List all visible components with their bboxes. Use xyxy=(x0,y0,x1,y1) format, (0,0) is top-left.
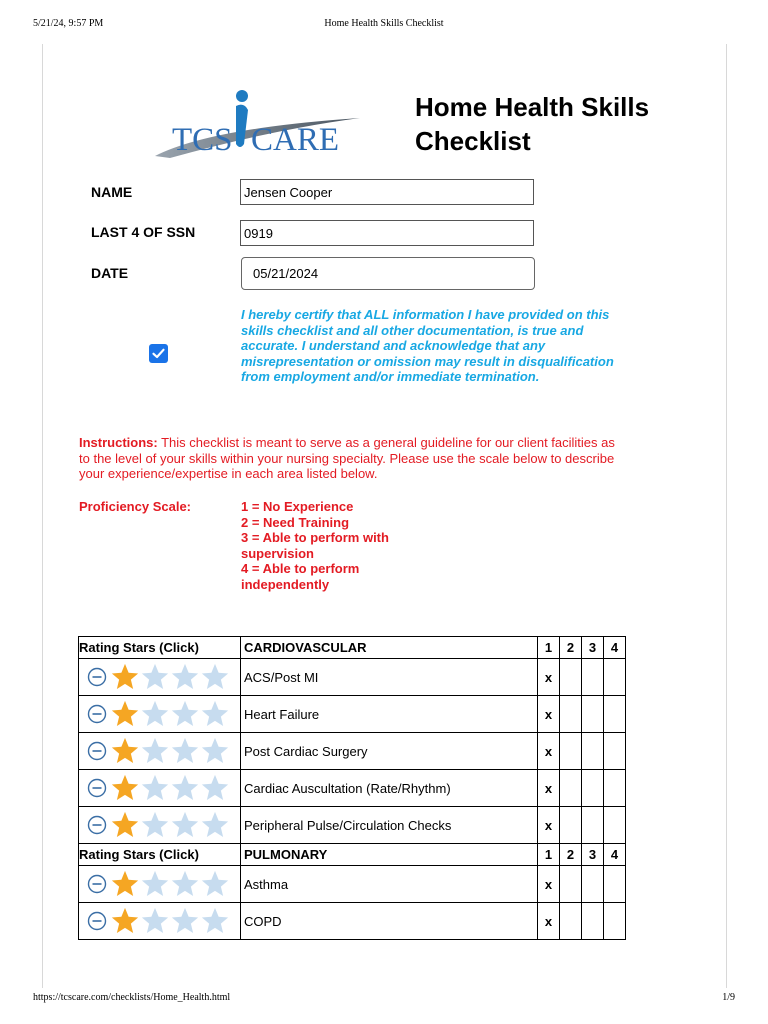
level-cell[interactable] xyxy=(604,866,626,903)
instructions-label: Instructions: xyxy=(79,435,158,450)
rating-header: Rating Stars (Click) xyxy=(79,637,241,659)
level-cell[interactable] xyxy=(604,903,626,940)
proficiency-item: 3 = Able to perform with supervision xyxy=(241,530,389,561)
star-icon[interactable] xyxy=(140,699,170,729)
star-icon[interactable] xyxy=(170,662,200,692)
level-cell[interactable]: x xyxy=(538,659,560,696)
skill-name: Heart Failure xyxy=(241,696,538,733)
star-icon[interactable] xyxy=(140,773,170,803)
star-rating xyxy=(79,733,240,769)
star-icon[interactable] xyxy=(170,869,200,899)
clear-rating-icon[interactable] xyxy=(86,814,108,836)
level-cell[interactable] xyxy=(604,770,626,807)
star-icon[interactable] xyxy=(170,699,200,729)
ssn-input[interactable] xyxy=(240,220,534,246)
star-icon[interactable] xyxy=(170,773,200,803)
star-icon[interactable] xyxy=(200,773,230,803)
skill-row xyxy=(79,733,626,770)
level-cell[interactable] xyxy=(560,807,582,844)
logo-figure-head xyxy=(236,90,248,102)
page-border-left xyxy=(42,44,43,988)
star-icon[interactable] xyxy=(140,736,170,766)
print-header xyxy=(0,18,768,32)
rating-cell xyxy=(79,659,241,696)
star-icon[interactable] xyxy=(170,736,200,766)
print-page-title: Home Health Skills Checklist xyxy=(324,18,444,29)
star-icon[interactable] xyxy=(140,810,170,840)
star-icon[interactable] xyxy=(170,906,200,936)
certify-checkbox[interactable] xyxy=(149,344,168,363)
level-cell[interactable] xyxy=(582,807,604,844)
clear-rating-icon[interactable] xyxy=(86,740,108,762)
level-cell[interactable]: x xyxy=(538,770,560,807)
level-cell[interactable] xyxy=(604,807,626,844)
skill-name: Peripheral Pulse/Circulation Checks xyxy=(241,807,538,844)
skill-row xyxy=(79,807,626,844)
level-header: 1 xyxy=(538,637,560,659)
section-title: PULMONARY xyxy=(241,844,538,866)
star-icon[interactable] xyxy=(110,810,140,840)
rating-cell xyxy=(79,866,241,903)
rating-cell xyxy=(79,903,241,940)
level-cell[interactable] xyxy=(582,770,604,807)
clear-rating-icon[interactable] xyxy=(86,777,108,799)
star-icon[interactable] xyxy=(110,662,140,692)
proficiency-item: 2 = Need Training xyxy=(241,514,350,530)
level-header: 4 xyxy=(604,844,626,866)
logo-text-right: CARE xyxy=(251,122,340,158)
level-cell[interactable] xyxy=(560,903,582,940)
skill-row xyxy=(79,903,626,940)
proficiency-item: 1 = No Experience xyxy=(241,499,354,514)
star-icon[interactable] xyxy=(170,810,200,840)
check-icon xyxy=(151,346,166,361)
skill-row xyxy=(79,770,626,807)
rating-cell xyxy=(79,807,241,844)
proficiency-item: 4 = Able to perform independently xyxy=(241,561,360,592)
clear-rating-icon[interactable] xyxy=(86,873,108,895)
level-cell[interactable] xyxy=(604,733,626,770)
instructions xyxy=(79,435,619,482)
level-cell[interactable]: x xyxy=(538,807,560,844)
level-cell[interactable] xyxy=(582,733,604,770)
clear-rating-icon[interactable] xyxy=(86,910,108,932)
logo-figure-body xyxy=(236,105,248,147)
level-header: 1 xyxy=(538,844,560,866)
section-title: CARDIOVASCULAR xyxy=(241,637,538,659)
level-header: 4 xyxy=(604,637,626,659)
star-icon[interactable] xyxy=(200,869,230,899)
clear-rating-icon[interactable] xyxy=(86,703,108,725)
rating-cell xyxy=(79,696,241,733)
level-cell[interactable] xyxy=(582,866,604,903)
star-rating xyxy=(79,696,240,732)
level-cell[interactable] xyxy=(604,659,626,696)
level-header: 3 xyxy=(582,637,604,659)
star-icon[interactable] xyxy=(140,662,170,692)
level-header: 3 xyxy=(582,844,604,866)
print-url: https://tcscare.com/checklists/Home_Health.html xyxy=(33,992,231,1003)
section-header-row xyxy=(79,637,626,659)
star-icon[interactable] xyxy=(110,869,140,899)
level-cell[interactable] xyxy=(560,866,582,903)
star-icon[interactable] xyxy=(200,906,230,936)
star-icon[interactable] xyxy=(200,810,230,840)
level-cell[interactable] xyxy=(582,903,604,940)
star-rating xyxy=(79,770,240,806)
date-label: DATE xyxy=(91,265,129,281)
skill-name: COPD xyxy=(241,903,538,940)
level-cell[interactable] xyxy=(560,770,582,807)
name-label: NAME xyxy=(91,184,133,200)
level-cell[interactable]: x xyxy=(538,733,560,770)
level-cell[interactable] xyxy=(582,696,604,733)
name-input[interactable] xyxy=(240,179,534,205)
skills-table xyxy=(78,636,626,940)
star-icon[interactable] xyxy=(110,773,140,803)
date-input[interactable] xyxy=(241,257,535,290)
ssn-label: LAST 4 OF SSN xyxy=(91,224,196,240)
instructions-text: This checklist is meant to serve as a general guideline for our client facilities as to the level of your skills within your nursing specialty. Please use the scale below to describe your experience/expertise in each area listed below. xyxy=(79,435,615,482)
level-cell[interactable]: x xyxy=(538,866,560,903)
star-icon[interactable] xyxy=(110,699,140,729)
skill-row xyxy=(79,696,626,733)
skill-name: Cardiac Auscultation (Rate/Rhythm) xyxy=(241,770,538,807)
page-title: Home Health Skills Checklist xyxy=(415,92,650,156)
section-header-row xyxy=(79,844,626,866)
star-icon[interactable] xyxy=(110,906,140,936)
skill-row xyxy=(79,659,626,696)
star-icon[interactable] xyxy=(140,869,170,899)
level-cell[interactable] xyxy=(560,733,582,770)
star-icon[interactable] xyxy=(110,736,140,766)
level-cell[interactable] xyxy=(582,659,604,696)
star-rating xyxy=(79,659,240,695)
star-rating xyxy=(79,807,240,843)
level-header: 2 xyxy=(560,637,582,659)
level-cell[interactable] xyxy=(560,659,582,696)
proficiency-label: Proficiency Scale: xyxy=(79,499,191,514)
level-cell[interactable] xyxy=(604,696,626,733)
rating-header: Rating Stars (Click) xyxy=(79,844,241,866)
star-rating xyxy=(79,866,240,902)
star-icon[interactable] xyxy=(200,699,230,729)
certification-text: I hereby certify that ALL information I have provided on this skills checklist and all other documentation, is true and accurate. I understand and acknowledge that any misrepresentation or omission may result in disqualification from employment and/or immediate termination. xyxy=(241,307,614,385)
star-icon[interactable] xyxy=(140,906,170,936)
skill-row xyxy=(79,866,626,903)
rating-cell xyxy=(79,733,241,770)
star-icon[interactable] xyxy=(200,736,230,766)
print-footer xyxy=(0,992,768,1006)
print-datetime: 5/21/24, 9:57 PM xyxy=(33,18,104,29)
level-cell[interactable] xyxy=(560,696,582,733)
print-page-number: 1/9 xyxy=(722,992,735,1003)
skill-name: Post Cardiac Surgery xyxy=(241,733,538,770)
tcs-care-logo xyxy=(150,88,368,168)
star-rating xyxy=(79,903,240,939)
page-border-right xyxy=(726,44,727,988)
star-icon[interactable] xyxy=(200,662,230,692)
rating-cell xyxy=(79,770,241,807)
skill-name: Asthma xyxy=(241,866,538,903)
level-cell[interactable]: x xyxy=(538,696,560,733)
level-header: 2 xyxy=(560,844,582,866)
skill-name: ACS/Post MI xyxy=(241,659,538,696)
proficiency-scale xyxy=(241,499,431,593)
logo-text-left: TCS xyxy=(172,122,233,158)
clear-rating-icon[interactable] xyxy=(86,666,108,688)
level-cell[interactable]: x xyxy=(538,903,560,940)
